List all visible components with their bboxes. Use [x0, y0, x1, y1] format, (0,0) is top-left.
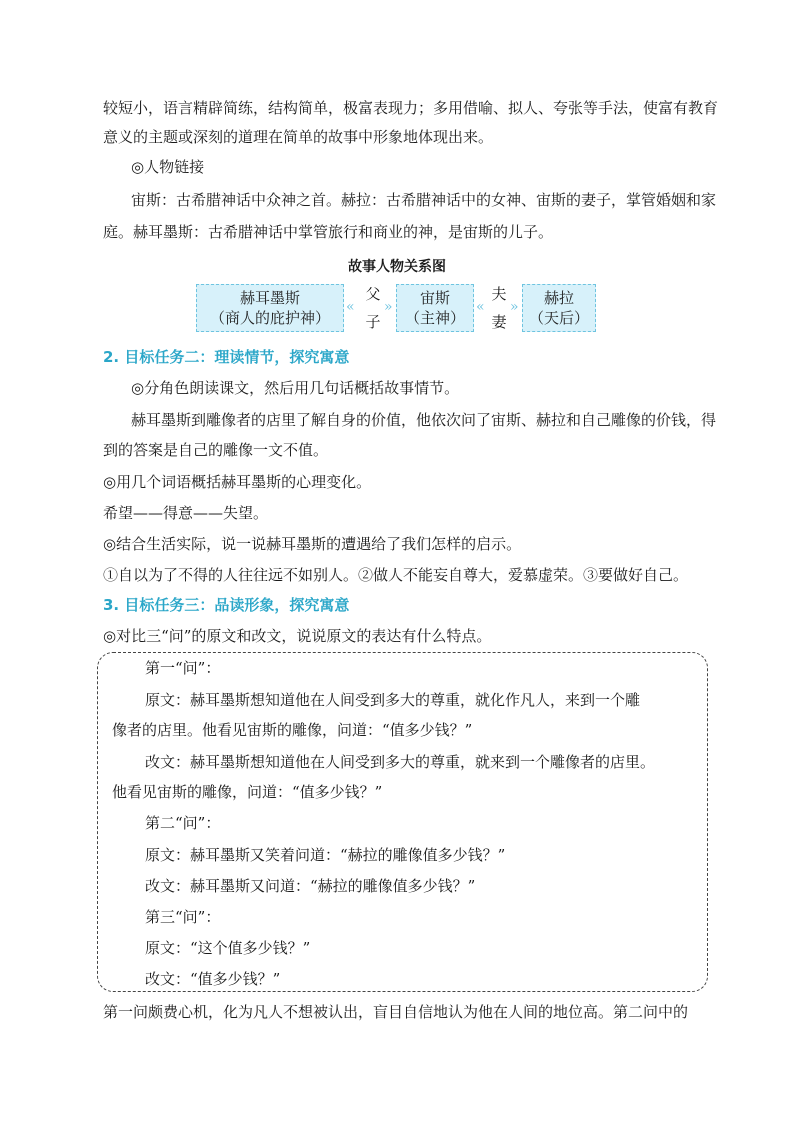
box-question-1-modified-line-2: 他看见宙斯的雕像，问道：“值多少钱？” [112, 783, 383, 801]
arrow-left-icon: « [476, 299, 483, 315]
relation-wife: 妻 [491, 313, 507, 331]
task2-question-3: ◎结合生活实际，说一说赫耳墨斯的遭遇给了我们怎样的启示。 [103, 535, 522, 553]
box-question-1-original-line-1: 原文：赫耳墨斯想知道他在人间受到多大的尊重，就化作凡人，来到一个雕 [145, 691, 641, 709]
task2-answer-2: 希望——得意——失望。 [103, 504, 269, 522]
node-zeus [396, 284, 474, 332]
box-question-1-modified-line-1: 改文：赫耳墨斯想知道他在人间受到多大的尊重，就来到一个雕像者的店里。 [145, 753, 656, 771]
relation-son: 子 [365, 313, 381, 331]
task3-title: 3. 目标任务三：品读形象，探究寓意 [103, 596, 350, 614]
diagram-title: 故事人物关系图 [348, 259, 446, 275]
task2-answer-1-line-1: 赫耳墨斯到雕像者的店里了解自身的价值，他依次问了宙斯、赫拉和自己雕像的价钱，得 [131, 411, 717, 429]
characters-line-2: 庭。赫耳墨斯：古希腊神话中掌管旅行和商业的神，是宙斯的儿子。 [103, 223, 554, 241]
node-hera-name: 赫拉 [543, 289, 574, 307]
node-zeus-role: （主神） [404, 309, 465, 327]
box-question-2-original: 原文：赫耳墨斯又笑着问道：“赫拉的雕像值多少钱？” [145, 846, 506, 864]
task2-question-1: ◎分角色朗读课文，然后用几句话概括故事情节。 [131, 379, 460, 397]
box-question-1-heading: 第一“问”： [145, 659, 221, 677]
intro-line-2: 意义的主题或深刻的道理在简单的故事中形象地体现出来。 [103, 128, 494, 146]
relation-father: 父 [365, 285, 381, 303]
box-question-3-heading: 第三“问”： [145, 908, 221, 926]
characters-line-1: 宙斯：古希腊神话中众神之首。赫拉：古希腊神话中的女神、宙斯的妻子，掌管婚姻和家 [131, 191, 717, 209]
characters-heading: ◎人物链接 [131, 158, 205, 176]
task2-answer-3: ①自以为了不得的人往往远不如别人。②做人不能妄自尊大，爱慕虚荣。③要做好自己。 [103, 566, 689, 584]
node-hera [522, 284, 596, 332]
relation-husband: 夫 [491, 285, 507, 303]
node-hermes [196, 284, 344, 332]
task2-question-2: ◎用几个词语概括赫耳墨斯的心理变化。 [103, 473, 372, 491]
box-question-2-heading: 第二“问”： [145, 814, 221, 832]
task3-question-1: ◎对比三“问”的原文和改文，说说原文的表达有什么特点。 [103, 627, 492, 645]
arrow-right-icon: » [384, 299, 391, 315]
box-question-3-modified: 改文：“值多少钱？” [145, 970, 281, 988]
intro-line-1: 较短小，语言精辟简练，结构简单，极富表现力；多用借喻、拟人、夸张等手法，使富有教育 [103, 99, 719, 117]
task2-answer-1-line-2: 到的答案是自己的雕像一文不值。 [103, 441, 329, 459]
node-hera-role: （天后） [528, 309, 589, 327]
arrow-right-icon: » [510, 299, 517, 315]
closing-line-1: 第一问颇费心机，化为凡人不想被认出，盲目自信地认为他在人间的地位高。第二问中的 [103, 1003, 689, 1021]
task2-title: 2. 目标任务二：理读情节，探究寓意 [103, 348, 350, 366]
box-question-3-original: 原文：“这个值多少钱？” [145, 939, 311, 957]
node-hermes-name: 赫耳墨斯 [239, 289, 300, 307]
box-question-2-modified: 改文：赫耳墨斯又问道：“赫拉的雕像值多少钱？” [145, 877, 476, 895]
node-hermes-role: （商人的庇护神） [209, 309, 330, 327]
arrow-left-icon: « [346, 299, 353, 315]
node-zeus-name: 宙斯 [419, 289, 450, 307]
box-question-1-original-line-2: 像者的店里。他看见宙斯的雕像，问道：“值多少钱？” [112, 721, 473, 739]
